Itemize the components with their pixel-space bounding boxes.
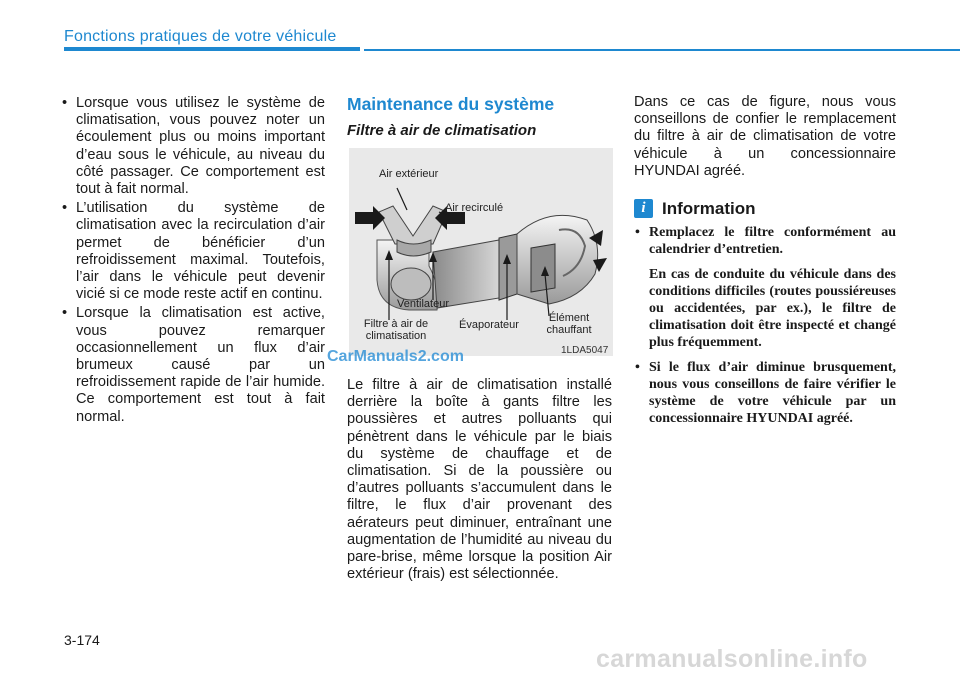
section-header-title: Fonctions pratiques de votre véhicule (64, 28, 337, 45)
label-filtre-line1: Filtre à air de (363, 318, 429, 330)
bullet-item: • Lorsque vous utilisez le système de climatisation, vous pouvez noter un écoulement plus ou moins important d’eau sous le véhicule, au niveau du côté passager. Ce comportement est tout à fait normal. (62, 95, 325, 198)
bullet-item: • Lorsque la climatisation est active, vous pouvez remarquer occasionnellement un flux d’air brumeux causé par un refroidissement rapide de l’air humide. Ce comportement est tout à fait normal. (62, 305, 325, 425)
subsection-heading: Filtre à air de climatisation (347, 122, 537, 139)
dealer-paragraph: Dans ce cas de figure, nous vous conseillons de confier le remplacement du filtre à air de climatisation de votre véhicule à un concessionnaire HYUNDAI agréé. (634, 94, 896, 179)
filter-paragraph: Le filtre à air de climatisation installé derrière la boîte à gants filtre les poussières et autres polluants qui pénètrent dans le véhicule par le biais du système de chauffage et de climatisation. Si de la poussière ou d’autres polluants s’accumulent dans le filtre, le flux d’air provenant des aérateurs peut diminuer, entraînant une augmentation de l’humidité au niveau du pare-brise, même lorsque la position Air extérieur (frais) est sélectionnée. (347, 377, 612, 583)
info-item-text: • Si le flux d’air diminue brusquement, nous vous conseillons de faire vérifier le système de votre véhicule par un concessionnaire HYUNDAI agréé. (649, 360, 896, 427)
information-list (634, 224, 896, 427)
information-header (634, 199, 896, 218)
figure-code: 1LDA5047 (561, 345, 609, 356)
label-filtre-air (359, 318, 433, 342)
info-item-text: En cas de conduite du véhicule dans des conditions difficiles (routes poussiéreuses ou accidentées, par ex.), le filtre de climatisation doit être inspecté et changé plus fréquemment. (649, 267, 896, 351)
label-element-chauffant (539, 312, 599, 336)
info-list-item (634, 224, 896, 351)
watermark-link: CarManuals2.com (327, 348, 464, 365)
info-icon: i (634, 199, 653, 218)
label-evaporateur: Évaporateur (459, 319, 519, 331)
label-element-line1: Élément (548, 312, 590, 324)
header-rule (364, 49, 960, 51)
label-filtre-line2: climatisation (365, 330, 427, 342)
left-column (62, 95, 325, 428)
info-list-item (634, 359, 896, 427)
footer-watermark: carmanualsonline.info (596, 645, 868, 673)
label-element-line2: chauffant (546, 324, 592, 336)
info-item-text: • Remplacez le filtre conformément au calendrier d’entretien. (649, 225, 896, 258)
label-air-exterieur: Air extérieur (379, 168, 439, 180)
bullet-item: • L’utilisation du système de climatisation avec la recirculation d’air permet de bénéficier d’un refroidissement maximal. Toutefois, l’air dans le véhicule peut devenir vicié si ce mode reste actif en continu. (62, 200, 325, 303)
page-number: 3-174 (64, 632, 100, 648)
ac-filter-diagram (327, 148, 613, 365)
label-air-recircule: Air recirculé (445, 202, 504, 214)
information-title: Information (662, 198, 756, 218)
right-column (634, 94, 896, 435)
middle-column (327, 94, 612, 583)
label-ventilateur: Ventilateur (397, 298, 449, 310)
header-rule-accent (64, 47, 360, 51)
section-heading: Maintenance du système (347, 94, 555, 114)
